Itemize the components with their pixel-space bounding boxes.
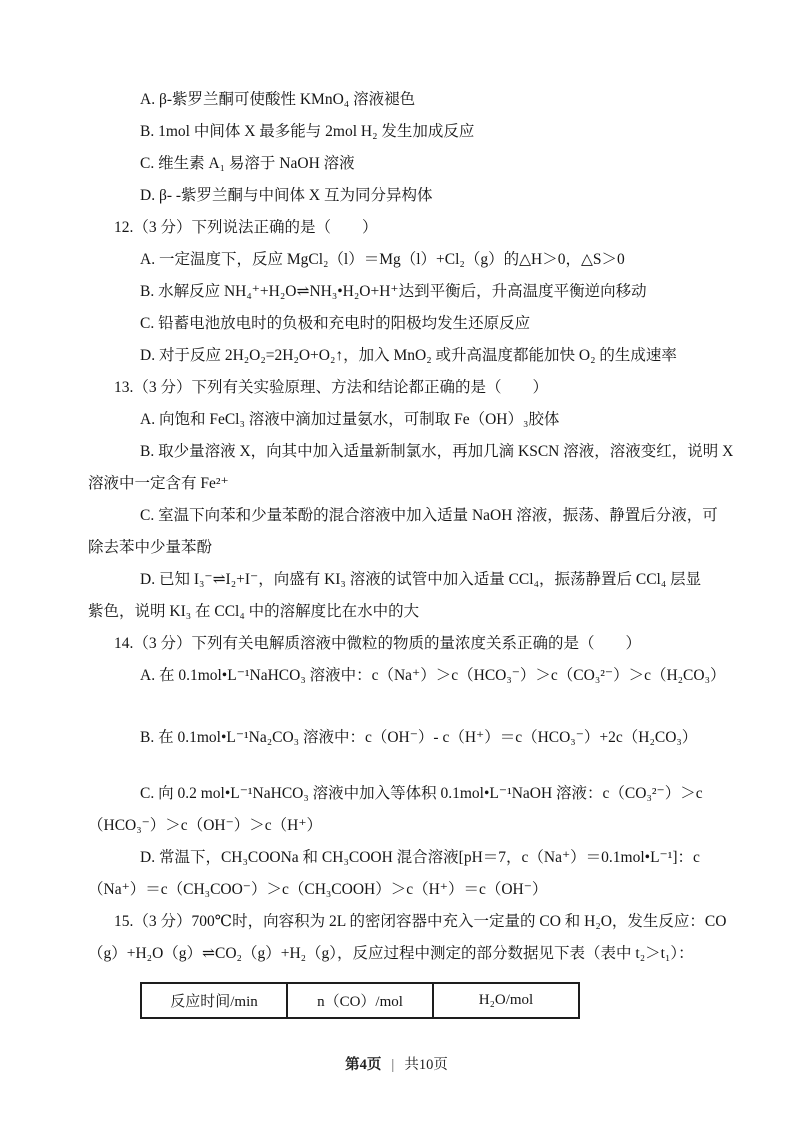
q12-option-d: D. 对于反应 2H₂O₂=2H₂O+O₂↑，加入 MnO₂ 或升高温度都能加快 O₂ 的生成速率 (140, 347, 677, 364)
q14-option-b: B. 在 0.1mol•L⁻¹Na₂CO₃ 溶液中：c（OH⁻）- c（H⁺）＝c（HCO₃⁻）+2c（H₂CO₃） (140, 729, 698, 746)
q14-option-c: C. 向 0.2 mol•L⁻¹NaHCO₃ 溶液中加入等体积 0.1mol•L⁻¹NaOH 溶液：c（CO₃²⁻）＞c (140, 785, 703, 802)
table-header-h2o: H₂O/mol (433, 983, 579, 1018)
q13-option-a: A. 向饱和 FeCl₃ 溶液中滴加过量氨水，可制取 Fe（OH）₃胶体 (140, 411, 560, 428)
q13-stem: 13.（3 分）下列有关实验原理、方法和结论都正确的是（ ） (114, 379, 549, 396)
q12-option-b: B. 水解反应 NH₄⁺+H₂O⇌NH₃•H₂O+H⁺达到平衡后，升高温度平衡逆向移动 (140, 283, 647, 300)
q11-option-d: D. β- -紫罗兰酮与中间体 X 互为同分异构体 (140, 187, 433, 204)
q13-option-c: C. 室温下向苯和少量苯酚的混合溶液中加入适量 NaOH 溶液，振荡、静置后分液，可 (140, 507, 718, 524)
page-number: 第4页 (345, 1057, 382, 1073)
page-footer (0, 1053, 793, 1074)
q13-option-b: B. 取少量溶液 X，向其中加入适量新制氯水，再加几滴 KSCN 溶液，溶液变红，说明 X (140, 443, 734, 460)
q12-stem: 12.（3 分）下列说法正确的是（ ） (114, 219, 378, 236)
q13-option-d: D. 已知 I₃⁻⇌I₂+I⁻，向盛有 KI₃ 溶液的试管中加入适量 CCl₄，振荡静置后 CCl₄ 层显 (140, 571, 702, 588)
q11-option-b: B. 1mol 中间体 X 最多能与 2mol H₂ 发生加成反应 (140, 123, 475, 140)
q15-stem-wrap: （g）+H₂O（g）⇌CO₂（g）+H₂（g），反应过程中测定的部分数据见下表（表中 t₂＞t₁）： (88, 945, 694, 962)
footer-divider: | (391, 1057, 395, 1073)
page-total: 共10页 (404, 1057, 448, 1073)
q13-option-c-wrap: 除去苯中少量苯酚 (88, 539, 213, 556)
table-header-row (141, 983, 579, 1018)
q14-stem: 14.（3 分）下列有关电解质溶液中微粒的物质的量浓度关系正确的是（ ） (114, 635, 642, 652)
q12-option-a: A. 一定温度下，反应 MgCl₂（l）＝Mg（l）+Cl₂（g）的△H＞0，△S＞0 (140, 251, 625, 268)
q15-stem: 15.（3 分）700℃时，向容积为 2L 的密闭容器中充入一定量的 CO 和 H₂O，发生反应：CO (114, 913, 727, 930)
q13-option-d-wrap: 紫色，说明 KI₃ 在 CCl₄ 中的溶解度比在水中的大 (88, 603, 420, 620)
q14-option-d-wrap: （Na⁺）＝c（CH₃COO⁻）＞c（CH₃COOH）＞c（H⁺）＝c（OH⁻） (88, 881, 548, 898)
q11-option-a: A. β-紫罗兰酮可使酸性 KMnO₄ 溶液褪色 (140, 91, 416, 108)
reaction-data-table (140, 982, 580, 1019)
q14-option-c-wrap: （HCO₃⁻）＞c（OH⁻）＞c（H⁺） (88, 817, 323, 834)
exam-content (88, 84, 733, 1019)
table-header-reaction-time: 反应时间/min (141, 983, 287, 1018)
q13-option-b-wrap: 溶液中一定含有 Fe²⁺ (88, 475, 229, 492)
q14-option-a: A. 在 0.1mol•L⁻¹NaHCO₃ 溶液中：c（Na⁺）＞c（HCO₃⁻）＞c（CO₃²⁻）＞c（H₂CO₃） (140, 667, 726, 684)
table-header-n-co: n（CO）/mol (287, 983, 433, 1018)
q14-option-d: D. 常温下，CH₃COONa 和 CH₃COOH 混合溶液[pH＝7，c（Na⁺）＝0.1mol•L⁻¹]：c (140, 849, 700, 866)
q12-option-c: C. 铅蓄电池放电时的负极和充电时的阳极均发生还原反应 (140, 315, 531, 332)
q11-option-c: C. 维生素 A₁ 易溶于 NaOH 溶液 (140, 155, 355, 172)
